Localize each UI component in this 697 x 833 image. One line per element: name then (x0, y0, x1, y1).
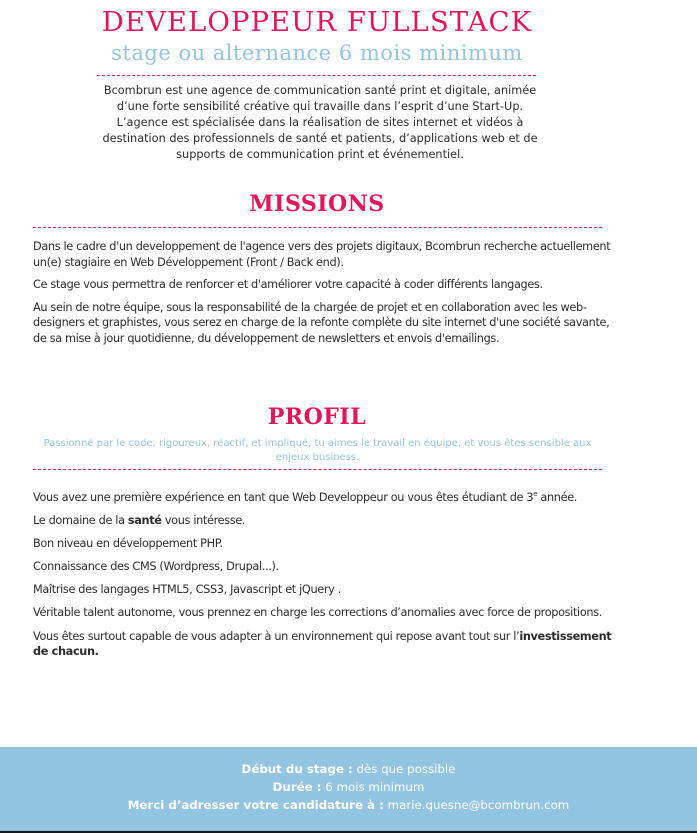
emphasis: investissement de chacun. (33, 629, 612, 658)
profil-item-domain: Le domaine de la santé vous intéresse. (33, 514, 246, 527)
footer-start-date: Début du stage : dès que possible (241, 762, 456, 776)
profil-item-adapt: Vous êtes surtout capable de vous adapter à un environnement qui repose avant tout sur l’investissement de chacun. (33, 629, 612, 658)
company-intro (90, 83, 550, 163)
contact-email-link[interactable]: marie.quesne@bcombrun.com (383, 798, 570, 812)
profil-divider (33, 469, 602, 470)
footer-contact: Merci d’adresser votre candidature à : marie.quesne@bcombrun.com (127, 798, 570, 812)
job-title: DEVELOPPEUR FULLSTACK (101, 7, 533, 38)
profil-heading: PROFIL (267, 404, 367, 430)
header (0, 6, 634, 66)
intro-line: Bcombrun est une agence de communication santé print et digitale, animée d’une forte sensibilité créative qui travaille dans l’esprit d’une Start-Up. (103, 84, 537, 113)
missions-divider (33, 227, 602, 228)
missions-heading: MISSIONS (249, 191, 385, 217)
profil-item-experience: Vous avez une première expérience en tant que Web Developpeur ou vous êtes étudiant de 3e année. (33, 490, 578, 504)
profil-item-php: Bon niveau en développement PHP. (33, 537, 223, 550)
missions-paragraph: Dans le cadre d'un developpement de l'agence vers des projets digitaux, Bcombrun recherche actuellement un(e) stagiaire en Web Développement (Front / Back end). (33, 240, 611, 269)
missions-paragraph: Ce stage vous permettra de renforcer et d'améliorer votre capacité à coder différents langages. (33, 278, 543, 291)
footer-info-band (0, 747, 697, 831)
footer-duration: Durée : 6 mois minimum (272, 780, 425, 794)
job-subtitle: stage ou alternance 6 mois minimum (111, 41, 523, 65)
emphasis: santé (127, 514, 162, 527)
missions-content (33, 239, 613, 353)
profil-item-autonomy: Véritable talent autonome, vous prennez en charge les corrections d’anomalies avec force de propositions. (33, 606, 602, 619)
profil-item-cms: Connaissance des CMS (Wordpress, Drupal...). (33, 560, 279, 573)
intro-line: L’agence est spécialisée dans la réalisation de sites internet et vidéos à destination des professionnels de santé et patients, d’applications web et de supports de communication print et événementiel. (102, 116, 538, 161)
missions-paragraph: Au sein de notre équipe, sous la responsabilité de la chargée de projet et en collaboration avec les web-designers et graphistes, vous serez en charge de la refonte complète du site internet d'une société savante, de sa mise à jour quotidienne, du développement de newsletters et envois d'emailings. (33, 300, 610, 345)
profil-content (33, 490, 613, 668)
profil-item-languages: Maîtrise des langages HTML5, CSS3, Javascript et jQuery . (33, 583, 341, 596)
header-divider (97, 75, 536, 76)
profil-tagline: Passionné par le code, rigoureux, réactif, et impliqué, tu aimes le travail en équipe, et vous êtes sensible aux enjeux business. (43, 438, 592, 463)
